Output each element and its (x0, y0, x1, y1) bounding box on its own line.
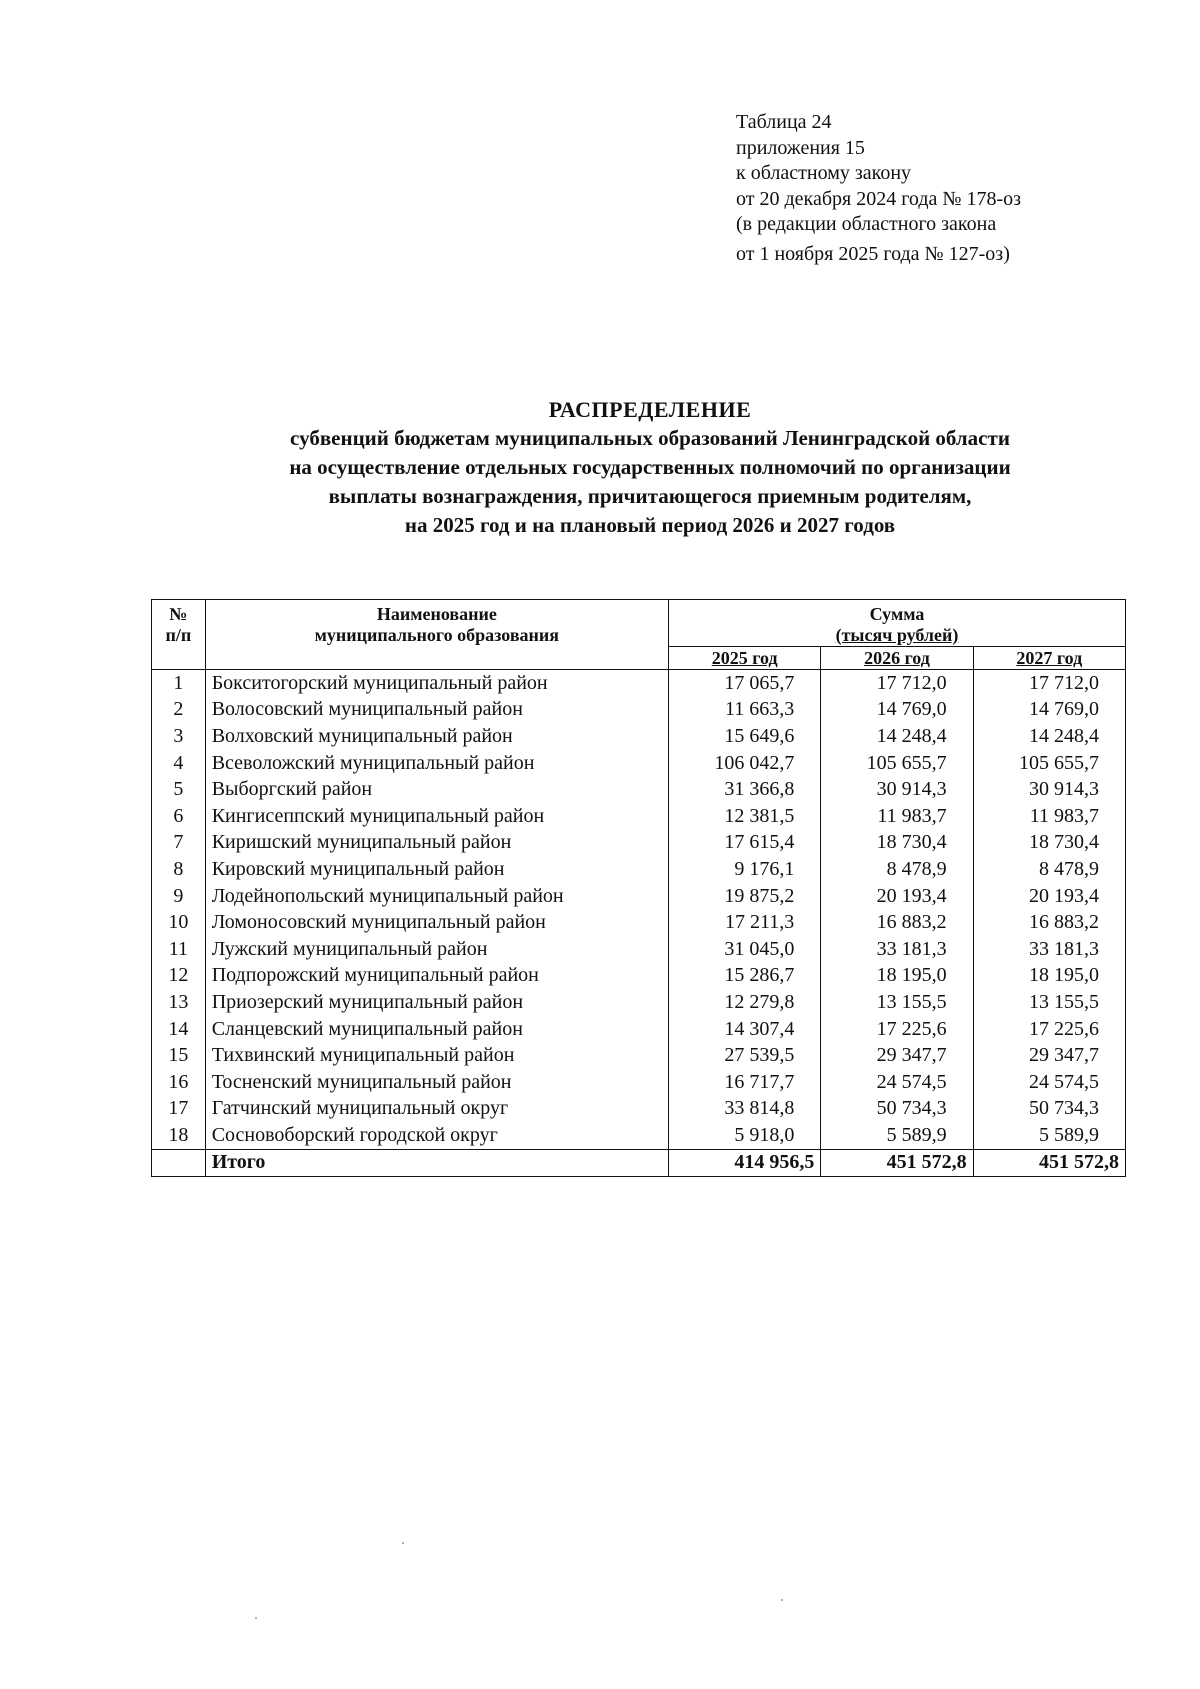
row-amount-2026: 17 712,0 (821, 670, 973, 697)
row-amount-2026: 105 655,7 (821, 750, 973, 777)
row-amount-2025: 33 814,8 (668, 1096, 820, 1123)
row-number: 8 (152, 856, 206, 883)
row-amount-2026: 18 195,0 (821, 963, 973, 990)
header-name (205, 600, 668, 670)
row-number: 7 (152, 830, 206, 857)
scan-speck (402, 1542, 404, 1544)
row-number: 14 (152, 1016, 206, 1043)
row-municipality-name: Сосновоборский городской округ (205, 1122, 668, 1149)
total-2026: 451 572,8 (821, 1149, 973, 1177)
year-label: 2025 год (711, 648, 778, 668)
row-amount-2027: 18 730,4 (973, 830, 1125, 857)
row-number: 11 (152, 936, 206, 963)
row-number: 15 (152, 1042, 206, 1069)
row-number: 1 (152, 670, 206, 697)
row-amount-2026: 13 155,5 (821, 989, 973, 1016)
row-number: 18 (152, 1122, 206, 1149)
table-row (152, 1069, 1126, 1096)
row-number: 4 (152, 750, 206, 777)
row-amount-2025: 17 065,7 (668, 670, 820, 697)
row-amount-2025: 11 663,3 (668, 697, 820, 724)
table-row (152, 936, 1126, 963)
title-line: субвенций бюджетам муниципальных образований Ленинградской области (290, 426, 1010, 450)
row-municipality-name: Киришский муниципальный район (205, 830, 668, 857)
row-amount-2027: 13 155,5 (973, 989, 1125, 1016)
row-amount-2026: 50 734,3 (821, 1096, 973, 1123)
document-title (0, 395, 1200, 540)
table-row (152, 803, 1126, 830)
row-amount-2025: 106 042,7 (668, 750, 820, 777)
table-row (152, 856, 1126, 883)
table-body (152, 670, 1126, 1150)
row-amount-2026: 20 193,4 (821, 883, 973, 910)
total-2027: 451 572,8 (973, 1149, 1125, 1177)
year-label: 2026 год (864, 648, 930, 668)
row-amount-2025: 27 539,5 (668, 1042, 820, 1069)
row-number: 10 (152, 909, 206, 936)
row-amount-2026: 14 248,4 (821, 723, 973, 750)
row-amount-2025: 31 366,8 (668, 776, 820, 803)
table-row (152, 750, 1126, 777)
row-amount-2027: 17 712,0 (973, 670, 1125, 697)
row-municipality-name: Ломоносовский муниципальный район (205, 909, 668, 936)
row-number: 17 (152, 1096, 206, 1123)
row-amount-2026: 5 589,9 (821, 1122, 973, 1149)
title-line: на осуществление отдельных государственных полномочий по организации (289, 455, 1011, 479)
row-amount-2027: 50 734,3 (973, 1096, 1125, 1123)
row-amount-2027: 5 589,9 (973, 1122, 1125, 1149)
header-sum (668, 600, 1125, 647)
header-year-2026 (821, 647, 973, 670)
row-municipality-name: Выборгский район (205, 776, 668, 803)
total-label: Итого (205, 1149, 668, 1177)
row-number: 3 (152, 723, 206, 750)
header-note-line: приложения 15 (736, 136, 865, 159)
header-year-2027 (973, 647, 1125, 670)
header-note-line: (в редакции областного закона (736, 213, 997, 235)
row-amount-2026: 30 914,3 (821, 776, 973, 803)
header-note-line: Таблица 24 (736, 111, 832, 133)
row-amount-2026: 11 983,7 (821, 803, 973, 830)
row-municipality-name: Тосненский муниципальный район (205, 1069, 668, 1096)
row-municipality-name: Сланцевский муниципальный район (205, 1016, 668, 1043)
table-row (152, 909, 1126, 936)
row-amount-2027: 30 914,3 (973, 776, 1125, 803)
row-amount-2027: 24 574,5 (973, 1069, 1125, 1096)
row-municipality-name: Приозерский муниципальный район (205, 989, 668, 1016)
table-row (152, 670, 1126, 697)
row-municipality-name: Волховский муниципальный район (205, 723, 668, 750)
table-row (152, 883, 1126, 910)
header-note-line: к областному закону (736, 162, 912, 184)
total-row (152, 1149, 1126, 1177)
row-amount-2027: 16 883,2 (973, 909, 1125, 936)
row-municipality-name: Лужский муниципальный район (205, 936, 668, 963)
header-num-line2: п/п (165, 625, 192, 645)
row-number: 9 (152, 883, 206, 910)
row-municipality-name: Бокситогорский муниципальный район (205, 670, 668, 697)
row-amount-2026: 29 347,7 (821, 1042, 973, 1069)
row-municipality-name: Тихвинский муниципальный район (205, 1042, 668, 1069)
row-municipality-name: Кировский муниципальный район (205, 856, 668, 883)
title-line: на 2025 год и на плановый период 2026 и 2027 годов (404, 513, 896, 537)
row-municipality-name: Подпорожский муниципальный район (205, 963, 668, 990)
row-number: 13 (152, 989, 206, 1016)
row-amount-2026: 8 478,9 (821, 856, 973, 883)
header-sum-line1: Сумма (869, 604, 925, 624)
row-amount-2025: 12 279,8 (668, 989, 820, 1016)
row-amount-2027: 17 225,6 (973, 1016, 1125, 1043)
row-amount-2026: 24 574,5 (821, 1069, 973, 1096)
header-name-line2: муниципального образования (314, 625, 560, 645)
row-amount-2025: 17 211,3 (668, 909, 820, 936)
row-amount-2027: 33 181,3 (973, 936, 1125, 963)
header-sum-unit-text: (тысяч рублей) (835, 625, 959, 645)
total-num-cell (152, 1149, 206, 1177)
row-amount-2026: 33 181,3 (821, 936, 973, 963)
row-amount-2025: 5 918,0 (668, 1122, 820, 1149)
row-number: 16 (152, 1069, 206, 1096)
row-municipality-name: Лодейнопольский муниципальный район (205, 883, 668, 910)
table-row (152, 1122, 1126, 1149)
title-main: РАСПРЕДЕЛЕНИЕ (548, 397, 752, 422)
row-municipality-name: Кингисеппский муниципальный район (205, 803, 668, 830)
row-amount-2025: 12 381,5 (668, 803, 820, 830)
row-number: 12 (152, 963, 206, 990)
table-row (152, 1042, 1126, 1069)
row-amount-2027: 14 769,0 (973, 697, 1125, 724)
row-amount-2027: 105 655,7 (973, 750, 1125, 777)
header-name-line1: Наименование (376, 604, 497, 624)
row-amount-2026: 16 883,2 (821, 909, 973, 936)
row-amount-2025: 17 615,4 (668, 830, 820, 857)
row-municipality-name: Всеволожский муниципальный район (205, 750, 668, 777)
header-note-line: от 1 ноября 2025 года № 127-оз) (736, 242, 1010, 265)
scan-speck (255, 1617, 257, 1619)
table-row (152, 697, 1126, 724)
year-label: 2027 год (1016, 648, 1083, 668)
header-num-line1: № (169, 604, 188, 624)
table-row (152, 963, 1126, 990)
row-amount-2026: 18 730,4 (821, 830, 973, 857)
header-note-line: от 20 декабря 2024 года № 178-оз (736, 187, 1022, 210)
table-row (152, 1096, 1126, 1123)
header-note (736, 110, 1021, 267)
row-amount-2027: 11 983,7 (973, 803, 1125, 830)
row-amount-2025: 14 307,4 (668, 1016, 820, 1043)
table-row (152, 830, 1126, 857)
table-row (152, 989, 1126, 1016)
row-municipality-name: Волосовский муниципальный район (205, 697, 668, 724)
row-amount-2027: 8 478,9 (973, 856, 1125, 883)
row-number: 6 (152, 803, 206, 830)
total-2025: 414 956,5 (668, 1149, 820, 1177)
row-amount-2025: 19 875,2 (668, 883, 820, 910)
row-amount-2027: 14 248,4 (973, 723, 1125, 750)
table-row (152, 723, 1126, 750)
row-amount-2025: 9 176,1 (668, 856, 820, 883)
row-amount-2026: 14 769,0 (821, 697, 973, 724)
row-amount-2026: 17 225,6 (821, 1016, 973, 1043)
row-number: 5 (152, 776, 206, 803)
row-amount-2025: 15 649,6 (668, 723, 820, 750)
row-amount-2027: 18 195,0 (973, 963, 1125, 990)
row-amount-2027: 29 347,7 (973, 1042, 1125, 1069)
row-amount-2025: 16 717,7 (668, 1069, 820, 1096)
row-amount-2025: 31 045,0 (668, 936, 820, 963)
title-line: выплаты вознаграждения, причитающегося приемным родителям, (328, 484, 972, 508)
row-amount-2027: 20 193,4 (973, 883, 1125, 910)
header-num (152, 600, 206, 670)
header-sum-unit (675, 625, 1119, 646)
header-year-2025 (668, 647, 820, 670)
distribution-table (151, 599, 1126, 1177)
table-row (152, 776, 1126, 803)
table-row (152, 1016, 1126, 1043)
scan-speck (781, 1599, 783, 1601)
row-municipality-name: Гатчинский муниципальный округ (205, 1096, 668, 1123)
row-number: 2 (152, 697, 206, 724)
row-amount-2025: 15 286,7 (668, 963, 820, 990)
